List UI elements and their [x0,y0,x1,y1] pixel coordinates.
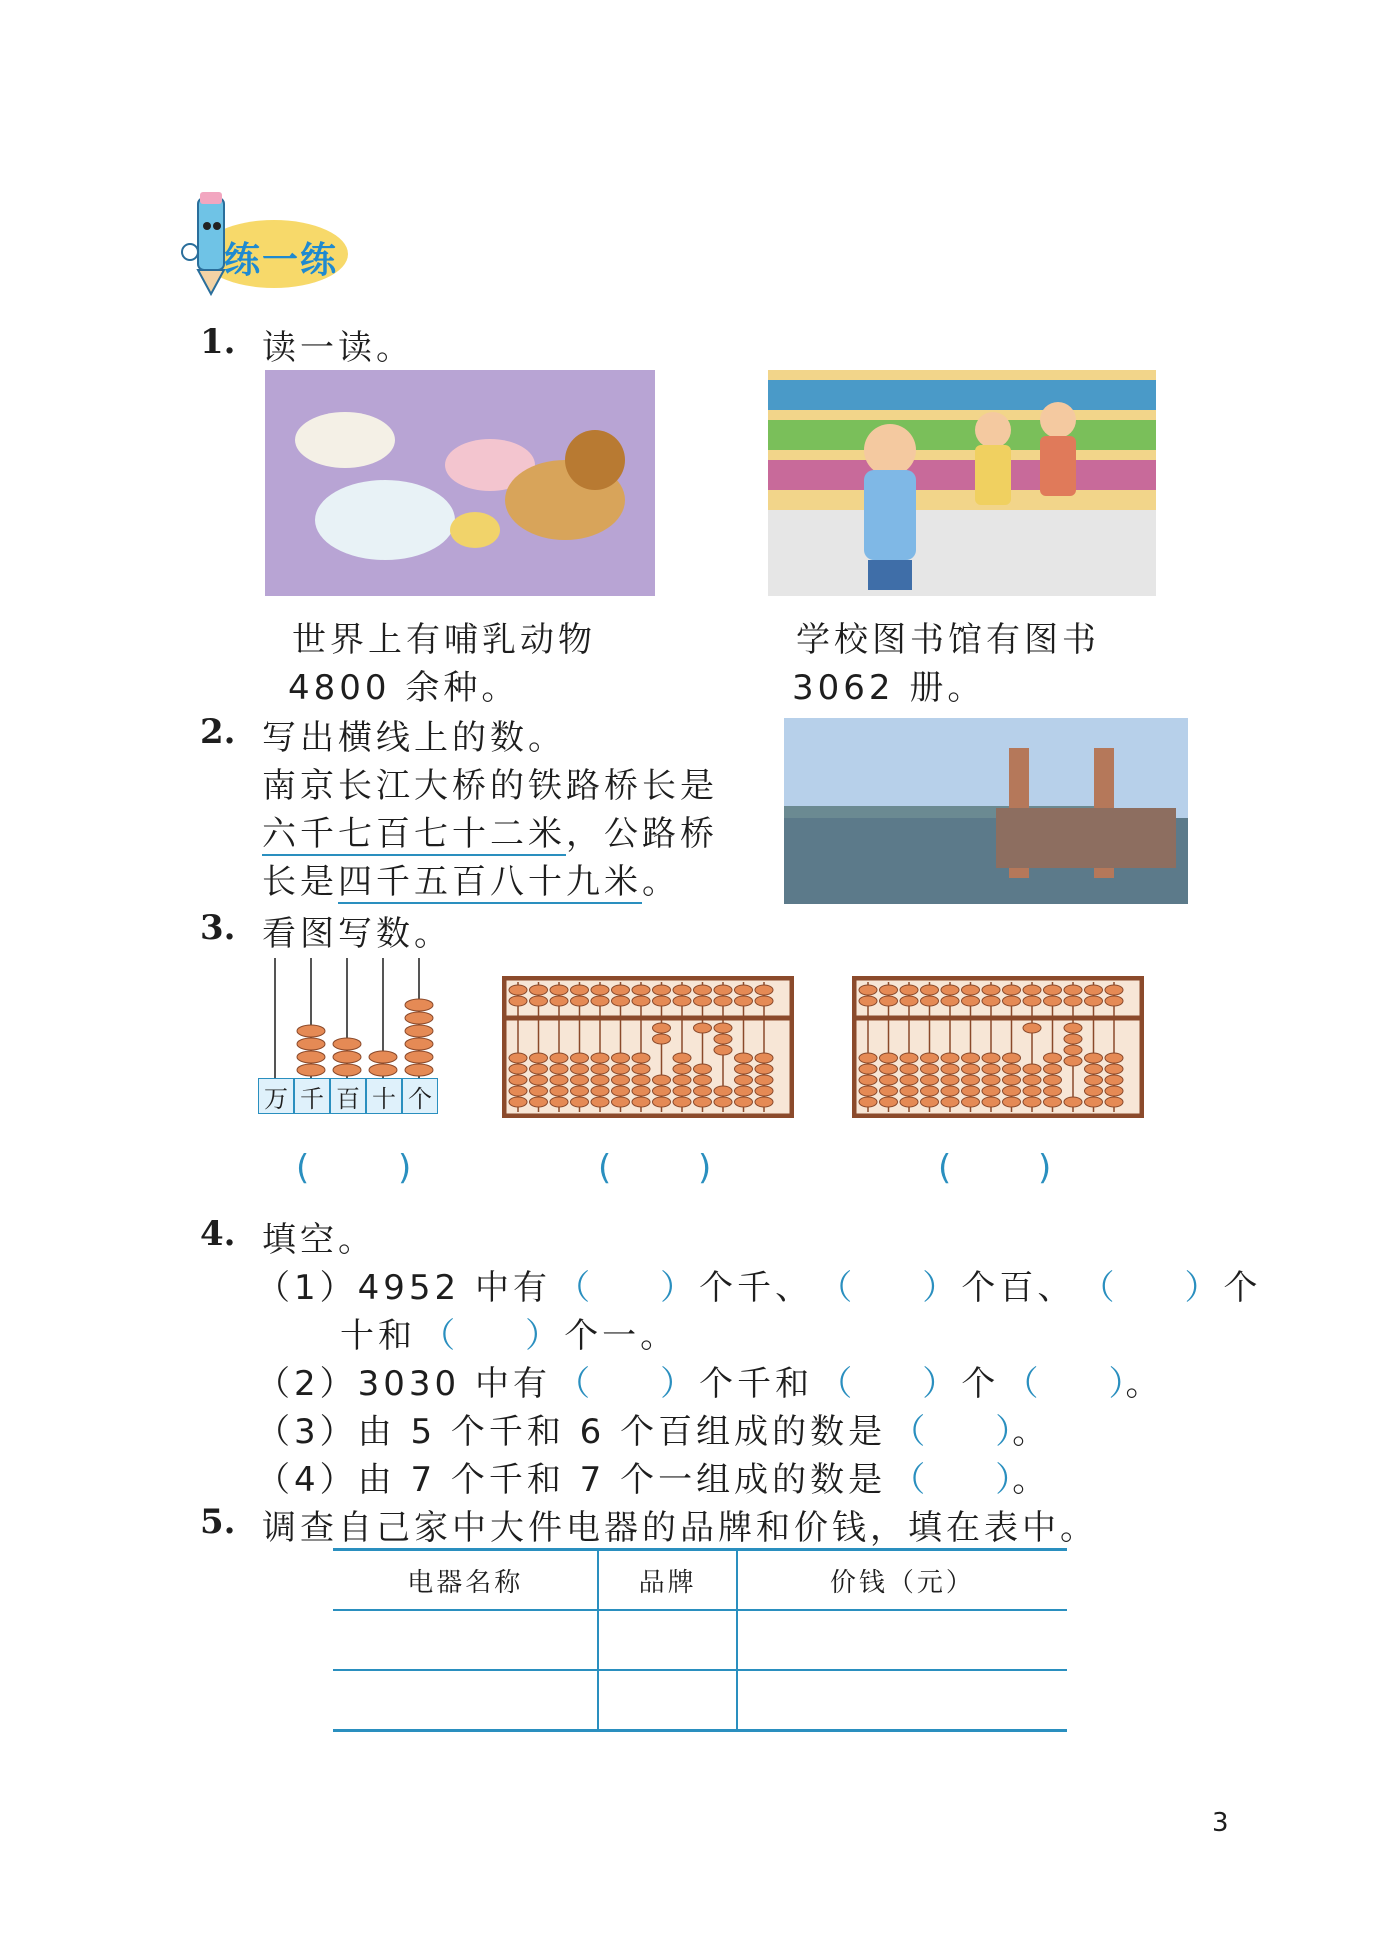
abacus-bead [1023,1086,1041,1096]
abacus-bead [1003,1075,1021,1085]
abacus-bead [921,985,939,995]
abacus-bead [1085,985,1103,995]
appliance-table [333,1548,1067,1732]
library-caption-line1: 学校图书馆有图书 [796,620,1100,660]
abacus-bead [1044,1053,1062,1063]
q4-item-1-text: 个 [1223,1268,1262,1308]
q2-line3-suffix: 。 [642,862,680,902]
question-number: 3. [200,908,236,948]
abacus-bead [1105,996,1123,1006]
bead [405,1012,433,1024]
abacus-bead [591,985,609,995]
abacus-bead [509,1097,527,1107]
question-title: 读一读。 [262,328,414,368]
abacus-bead [571,985,589,995]
abacus-bead [653,1086,671,1096]
abacus-bead [880,1075,898,1085]
abacus-bead [673,1086,691,1096]
table-cell[interactable] [598,1610,736,1670]
abacus-bead [1003,996,1021,1006]
table-cell[interactable] [333,1610,598,1670]
bead [405,1038,433,1050]
blank-right: ） [525,1316,560,1356]
abacus-bead [1003,1053,1021,1063]
blank-abacus2-left: ( [938,1148,952,1188]
abacus-bead [735,1086,753,1096]
abacus-bead [941,1075,959,1085]
abacus-bead [941,985,959,995]
abacus-bead [509,1075,527,1085]
mammals-caption-line1: 世界上有哺乳动物 [292,620,596,660]
abacus-bead [859,985,877,995]
abacus-bead [1003,1064,1021,1074]
abacus-bead [612,1064,630,1074]
table-row [333,1610,1067,1670]
answer-field-rods[interactable] [300,1148,398,1188]
abacus-bead [673,996,691,1006]
abacus-bead [530,985,548,995]
question-number: 2. [200,712,236,752]
abacus-bead [612,985,630,995]
abacus-bead [1105,985,1123,995]
library-caption-line2: 3062 册。 [792,668,986,708]
abacus-bead [632,996,650,1006]
place-label-ge: 个 [402,1078,438,1114]
blank-left: （ [1004,1364,1039,1404]
q4-item-1-text: 十和 [340,1316,416,1356]
q4-item-2 [256,1356,1163,1405]
abacus-bead [694,1064,712,1074]
abacus-bead [530,1097,548,1107]
column-header-appliance: 电器名称 [407,1567,524,1598]
q4-item-2-text: （2）3030 中有 [256,1364,551,1404]
abacus-bead [694,1075,712,1085]
abacus-bead [612,1097,630,1107]
q2-line3 [262,854,680,903]
abacus-bead [1044,996,1062,1006]
abacus-bead [941,1097,959,1107]
abacus-bead [632,1086,650,1096]
table-cell[interactable] [737,1670,1067,1731]
bead [405,1064,433,1076]
abacus-bead [673,985,691,995]
q4-item-2-text: 个 [961,1364,1000,1404]
bead [333,1064,361,1076]
abacus-bead [509,1064,527,1074]
abacus-bead [1085,1053,1103,1063]
abacus-bead [571,1053,589,1063]
abacus-bead [982,1097,1000,1107]
abacus-bead [571,1064,589,1074]
blank-right: ） [922,1364,957,1404]
blank-left: （ [1080,1268,1115,1308]
table-cell[interactable] [737,1610,1067,1670]
abacus-bead [941,1053,959,1063]
question-number: 1. [200,322,236,362]
question-title: 填空。 [262,1220,376,1260]
table-cell[interactable] [598,1670,736,1731]
abacus-bead [755,996,773,1006]
abacus-bead [550,1064,568,1074]
abacus-bead [632,1053,650,1063]
abacus-bead [755,1064,773,1074]
blank-rods-left: ( [296,1148,310,1188]
q4-item-1-line2 [340,1308,678,1357]
abacus-bead [632,1064,650,1074]
abacus-bead [735,1053,753,1063]
abacus-bead [880,996,898,1006]
abacus-bead [1023,1064,1041,1074]
abacus-bead [962,1075,980,1085]
bead [333,1038,361,1050]
abacus-bead [755,1075,773,1085]
abacus-bead [962,985,980,995]
q4-item-4-text: 。 [1012,1460,1051,1500]
abacus-bead [900,985,918,995]
q4-item-1-text: 个一。 [564,1316,679,1356]
abacus-bead [571,996,589,1006]
bead [297,1038,325,1050]
abacus-bead [571,1097,589,1107]
abacus-bead [735,1064,753,1074]
abacus-bead [900,1086,918,1096]
abacus-bead [1064,985,1082,995]
abacus-bead [714,1023,732,1033]
abacus-bead [673,1053,691,1063]
abacus-bead [921,1053,939,1063]
abacus-bead [735,1075,753,1085]
q2-line2-rest: ，公路桥 [566,814,718,854]
abacus-bead [1003,985,1021,995]
mammals-caption-line2: 4800 余种。 [288,668,520,708]
abacus-bead [941,1064,959,1074]
abacus-bead [550,1075,568,1085]
abacus-bead [509,1053,527,1063]
abacus-2 [852,976,1144,1118]
mammals-illustration [265,370,655,596]
answer-field-abacus-1[interactable] [612,1148,698,1188]
table-header-row [333,1550,1067,1611]
blank-abacus2-right: ) [1038,1148,1052,1188]
abacus-bead [714,1045,732,1055]
abacus-bead [755,1097,773,1107]
bead [405,1051,433,1063]
abacus-bead [982,1075,1000,1085]
abacus-bead [921,1086,939,1096]
abacus-bead [941,996,959,1006]
abacus-bead [673,1064,691,1074]
abacus-bead [509,1086,527,1096]
abacus-bead [530,1086,548,1096]
abacus-bead [612,996,630,1006]
column-header-price: 价钱（元） [737,1550,1067,1611]
abacus-bead [653,1034,671,1044]
bead [405,1025,433,1037]
abacus-bead [921,1075,939,1085]
question-title: 写出横线上的数。 [262,718,566,758]
highway-length-text: 四千五百八十九米 [338,862,642,902]
abacus-bead [1105,1086,1123,1096]
abacus-bead [714,1097,732,1107]
abacus-bead [962,996,980,1006]
table-row [333,1670,1067,1731]
abacus-bead [1105,1064,1123,1074]
abacus-bead [982,1064,1000,1074]
abacus-bead [755,1053,773,1063]
abacus-1 [502,976,794,1118]
abacus-bead [755,1086,773,1096]
q4-item-3 [256,1404,1050,1453]
abacus-bead [653,1023,671,1033]
counting-rods [258,958,442,1118]
blank-right: ） [995,1460,1013,1500]
abacus-bead [1023,985,1041,995]
abacus-bead [550,1097,568,1107]
abacus-bead [859,996,877,1006]
page-number: 3 [1212,1808,1229,1838]
abacus-bead [1064,1097,1082,1107]
abacus-bead [921,996,939,1006]
counting-rods-drawing [258,958,442,1078]
blank-abacus1-right: ) [698,1148,712,1188]
abacus-bead [591,996,609,1006]
abacus-bead [591,1075,609,1085]
abacus-bead [571,1075,589,1085]
abacus-bead [591,1097,609,1107]
abacus-bead [859,1097,877,1107]
blank-rods-right: ) [398,1148,412,1188]
q4-item-1-text: （1）4952 中有 [256,1268,551,1308]
blank-right: ） [1108,1364,1126,1404]
question-number: 4. [200,1214,236,1254]
banner-title: 练一练 [224,240,339,281]
abacus-bead [962,1097,980,1107]
abacus-bead [550,996,568,1006]
abacus-bead [530,996,548,1006]
bead [369,1051,397,1063]
abacus-bead [735,985,753,995]
abacus-bead [694,1097,712,1107]
abacus-bead [982,1086,1000,1096]
abacus-bead [982,985,1000,995]
railway-length-text: 六千七百七十二米 [262,814,566,854]
abacus-bead [859,1064,877,1074]
abacus-bead [694,985,712,995]
abacus-bead [880,1086,898,1096]
blank-left: （ [556,1364,591,1404]
place-label-qian: 千 [294,1078,330,1114]
bead [297,1051,325,1063]
abacus-bead [921,1064,939,1074]
abacus-bead [1044,1086,1062,1096]
abacus-bead [694,1086,712,1096]
abacus-bead [1003,1086,1021,1096]
abacus-bead [550,1053,568,1063]
abacus-bead [550,1086,568,1096]
abacus-bead [1085,1086,1103,1096]
abacus-bead [859,1075,877,1085]
abacus-bead [550,985,568,995]
abacus-bead [509,996,527,1006]
abacus-bead [982,1053,1000,1063]
bead [333,1051,361,1063]
abacus-bead [880,1097,898,1107]
abacus-bead [1064,1045,1082,1055]
abacus-bead [530,1075,548,1085]
abacus-bead [632,1097,650,1107]
abacus-bead [962,1053,980,1063]
abacus-bead [880,985,898,995]
abacus-bead [673,1075,691,1085]
bead [369,1064,397,1076]
abacus-bead [509,985,527,995]
blank-left: （ [891,1460,926,1500]
abacus-bead [591,1053,609,1063]
abacus-bead [1023,1075,1041,1085]
q4-item-4 [256,1452,1050,1501]
abacus-bead [735,996,753,1006]
abacus-bead [1105,1075,1123,1085]
abacus-bead [694,996,712,1006]
q2-line3-prefix: 长是 [262,862,338,902]
abacus-bead [962,1064,980,1074]
abacus-bead [591,1086,609,1096]
q2-line2 [262,806,718,855]
column-header-brand: 品牌 [598,1550,736,1611]
section-banner [162,190,350,300]
abacus-bead [530,1053,548,1063]
library-illustration [768,370,1156,596]
bead [297,1025,325,1037]
abacus-bead [1003,1097,1021,1107]
blank-right: ） [660,1268,695,1308]
blank-left: （ [818,1364,853,1404]
abacus-bead [1023,1023,1041,1033]
abacus-bead [1105,1053,1123,1063]
q4-item-3-text: 。 [1012,1412,1051,1452]
abacus-bead [1023,996,1041,1006]
q4-item-2-text: 。 [1125,1364,1164,1404]
table-cell[interactable] [333,1670,598,1731]
bead [297,1064,325,1076]
abacus-bead [653,985,671,995]
abacus-bead [880,1053,898,1063]
abacus-bead [571,1086,589,1096]
abacus-bead [1044,985,1062,995]
place-labels [258,1078,438,1114]
abacus-bead [921,1097,939,1107]
blank-right: ） [1184,1268,1219,1308]
q2-line1: 南京长江大桥的铁路桥长是 [262,766,718,806]
abacus-bead [900,1053,918,1063]
abacus-bead [632,1075,650,1085]
blank-left: （ [421,1316,456,1356]
blank-left: （ [891,1412,926,1452]
abacus-bead [1064,1034,1082,1044]
blank-right: ） [922,1268,957,1308]
abacus-bead [714,1086,732,1096]
question-title: 调查自己家中大件电器的品牌和价钱，填在表中。 [262,1508,1098,1548]
q4-item-1-text: 个百、 [961,1268,1076,1308]
abacus-bead [1023,1097,1041,1107]
abacus-bead [612,1086,630,1096]
q4-item-2-text: 个千和 [699,1364,814,1404]
abacus-bead [1085,1064,1103,1074]
blank-abacus1-left: ( [598,1148,612,1188]
question-title: 看图写数。 [262,914,452,954]
answer-field-abacus-2[interactable] [952,1148,1038,1188]
q4-item-3-text: （3）由 5 个千和 6 个百组成的数是 [256,1412,887,1452]
q4-item-4-text: （4）由 7 个千和 7 个一组成的数是 [256,1460,887,1500]
abacus-bead [653,1097,671,1107]
blank-right: ） [995,1412,1013,1452]
abacus-bead [859,1053,877,1063]
bead [405,999,433,1011]
place-label-bai: 百 [330,1078,366,1114]
place-label-wan: 万 [258,1078,294,1114]
abacus-bead [1044,1064,1062,1074]
abacus-bead [714,1034,732,1044]
question-number: 5. [200,1502,236,1542]
abacus-bead [1085,996,1103,1006]
abacus-bead [1064,1056,1082,1066]
abacus-bead [880,1064,898,1074]
abacus-bead [900,1097,918,1107]
abacus-bead [673,1097,691,1107]
abacus-bead [859,1086,877,1096]
abacus-bead [900,996,918,1006]
abacus-bead [653,1075,671,1085]
abacus-bead [1064,996,1082,1006]
blank-left: （ [556,1268,591,1308]
abacus-bead [612,1075,630,1085]
abacus-bead [1105,1097,1123,1107]
abacus-bead [735,1097,753,1107]
bridge-photo [784,718,1188,904]
abacus-bead [653,996,671,1006]
blank-left: （ [818,1268,853,1308]
abacus-bead [900,1075,918,1085]
blank-right: ） [660,1364,695,1404]
abacus-bead [591,1064,609,1074]
abacus-bead [962,1086,980,1096]
q4-item-1-line1 [256,1260,1262,1309]
abacus-bead [612,1053,630,1063]
abacus-bead [982,996,1000,1006]
abacus-bead [1085,1075,1103,1085]
abacus-bead [714,985,732,995]
abacus-bead [632,985,650,995]
abacus-bead [900,1064,918,1074]
abacus-bead [530,1064,548,1074]
q4-item-1-text: 个千、 [699,1268,814,1308]
abacus-bead [1044,1097,1062,1107]
abacus-bead [1044,1075,1062,1085]
abacus-bead [941,1086,959,1096]
abacus-bead [694,1023,712,1033]
place-label-shi: 十 [366,1078,402,1114]
abacus-bead [1085,1097,1103,1107]
abacus-bead [755,985,773,995]
abacus-bead [1064,1023,1082,1033]
abacus-bead [714,996,732,1006]
